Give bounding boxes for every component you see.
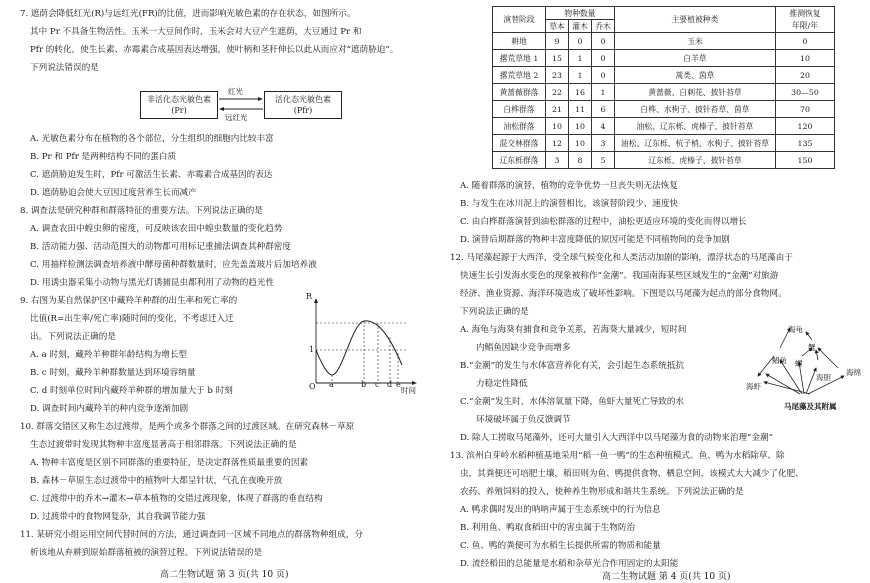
q10-option-d: D. 过渡带中的食物网复杂，其自我调节能力强 bbox=[30, 512, 206, 522]
q9-option-c: C. d 时刻单位时间内藏羚羊种群的增加量大于 b 时刻 bbox=[30, 386, 233, 396]
q7-option-d: D. 遮荫胁迫会使大豆因过度营养生长而减产 bbox=[30, 188, 197, 198]
cell-stage: 白桦群落 bbox=[493, 101, 546, 118]
cell-tree: 0 bbox=[592, 33, 615, 50]
web-snail: 螺 bbox=[795, 359, 803, 368]
q13-line-3: 农药、养殖饲料的投入，使种养生物形成和谐共生系统。下列说法正确的是 bbox=[460, 487, 744, 497]
q12-line-1: 12. 马尾藻起源于大西洋，受全球气候变化和人类活动加剧的影响，漂浮状态的马尾藻由于 bbox=[450, 253, 793, 263]
cell-year: 20 bbox=[776, 67, 835, 84]
header-stage: 演替阶段 bbox=[493, 7, 546, 33]
header-shrub: 灌木 bbox=[569, 20, 592, 33]
q12-option-c-cont: 环境破坏属于负反馈调节 bbox=[476, 415, 571, 425]
cell-year: 120 bbox=[776, 118, 835, 135]
cell-herb: 10 bbox=[546, 118, 569, 135]
q12-option-a: A. 海龟与海葵有捕食和竞争关系，若海葵大量减少，短时间 bbox=[460, 325, 687, 335]
q13-line-2: 虫，其粪便还可培肥土壤，稻田则为鱼、鸭提供食物、栖息空间，该模式大大减少了化肥、 bbox=[460, 469, 804, 479]
ratio-graph bbox=[302, 293, 422, 393]
cell-shrub: 8 bbox=[569, 152, 592, 169]
cell-herb: 22 bbox=[546, 84, 569, 101]
graph-tick-d: d bbox=[387, 380, 393, 389]
q13-line-1: 13. 滨州白芽岭水稻种植基地采用“稻一鱼一鸭”的生态种植模式。鱼、鸭为水稻除草、除 bbox=[450, 451, 785, 461]
q11-line-2: 析该地从弃耕到原始群落植被的演替过程。下列说法错误的是 bbox=[30, 548, 263, 558]
cell-stage: 混交林群落 bbox=[493, 135, 546, 152]
cell-main: 白羊草 bbox=[615, 50, 776, 67]
right-page bbox=[452, 0, 870, 583]
graph-one-label: 1 bbox=[309, 345, 315, 354]
graph-tick-a: a bbox=[329, 380, 334, 389]
web-shrimp: 海虾 bbox=[746, 382, 761, 391]
inactive-sub: (Pr) bbox=[171, 106, 187, 115]
active-sub: (Pfr) bbox=[293, 106, 313, 115]
cell-shrub: 1 bbox=[569, 50, 592, 67]
table-row bbox=[493, 67, 835, 84]
cell-main: 油松、辽东栎、虎榛子、披针苔草 bbox=[615, 118, 776, 135]
web-urchin: 海胆 bbox=[816, 373, 831, 382]
q13-option-b: B. 利用鱼、鸭取食稻田中的害虫属于生物防治 bbox=[460, 523, 636, 533]
q8-stem: 8. 调查法是研究种群和群落特征的重要方法。下列说法正确的是 bbox=[20, 206, 263, 216]
cell-year: 70 bbox=[776, 101, 835, 118]
header-year bbox=[776, 7, 835, 33]
web-turtle: 海龟 bbox=[788, 325, 803, 334]
q11-option-b: B. 与发生在冰川泥上的演替相比，该演替阶段少、速度快 bbox=[460, 199, 679, 209]
table-row bbox=[493, 118, 835, 135]
right-footer: 高二生物试题 第 4 页(共 10 页) bbox=[602, 572, 731, 582]
q9-option-d: D. 调查时间内藏羚羊的种内竞争逐渐加剧 bbox=[30, 404, 189, 414]
cell-year: 10 bbox=[776, 50, 835, 67]
q7-option-a: A. 光敏色素分布在植物的各个部位，分生组织的细胞内比较丰富 bbox=[30, 134, 274, 144]
cell-stage: 撂荒草地 2 bbox=[493, 67, 546, 84]
cell-tree: 6 bbox=[592, 101, 615, 118]
table-body bbox=[493, 33, 835, 169]
q9-line-2: 比值(R=出生率/死亡率)随时间的变化，不考虑迁入迁 bbox=[30, 314, 234, 324]
q7-option-b: B. Pr 和 Pfr 是两种结构不同的蛋白质 bbox=[30, 152, 177, 162]
q12-option-b: B.“金潮”的发生与水体富营养化有关，会引起生态系统抵抗 bbox=[460, 361, 685, 371]
q12-option-a-cont: 内鲳鱼因缺少竞争而增多 bbox=[476, 343, 571, 353]
q12-line-3: 经济、渔业资源、海洋环境造成了破坏性影响。下图是以马尾藻为起点的部分食物网。 bbox=[460, 289, 787, 299]
header-count: 物种数量 bbox=[546, 7, 615, 20]
q8-option-b: B. 活动能力强、活动范围大的动物都可用标记重捕法调查其种群密度 bbox=[30, 242, 291, 252]
cell-tree: 1 bbox=[592, 84, 615, 101]
web-sponge-eater: 蟹 bbox=[808, 343, 816, 352]
graph-x-label: 时间 bbox=[401, 386, 416, 395]
q7-line-4: 下列说法错误的是 bbox=[30, 63, 99, 73]
q8-option-d: D. 用诱虫器采集小动物与黑光灯诱捕昆虫都利用了动物的趋光性 bbox=[30, 278, 275, 288]
q11-option-a: A. 随着群落的演替，植物的竞争优势一旦丧失则无法恢复 bbox=[460, 181, 678, 191]
table-row bbox=[493, 33, 835, 50]
q7-line-3: Pfr 的转化，使生长素、赤霉素合成基因表达增强，使叶柄和茎秆伸长以此从而应对“遮荫胁迫”。 bbox=[30, 45, 399, 55]
table-row bbox=[493, 84, 835, 101]
cell-main: 油松、辽东栎、杭子梢、水枸子、披针苔草 bbox=[615, 135, 776, 152]
cell-herb: 3 bbox=[546, 152, 569, 169]
cell-tree: 3 bbox=[592, 135, 615, 152]
cell-stage: 撂荒草地 1 bbox=[493, 50, 546, 67]
q11-option-d: D. 演替后期群落的物种丰富度降低的原因可能是不同植物间的竞争加剧 bbox=[460, 235, 730, 245]
cell-shrub: 10 bbox=[569, 135, 592, 152]
header-herb: 草本 bbox=[546, 20, 569, 33]
q9-option-b: B. c 时刻，藏羚羊种群数量达到环境容纳量 bbox=[30, 368, 196, 378]
inactive-label: 非活化态光敏色素 bbox=[147, 95, 211, 104]
header-year-line2: 年限/年 bbox=[791, 20, 819, 30]
q9-line-1: 9. 右图为某自然保护区中藏羚羊种群的出生率和死亡率的 bbox=[20, 296, 238, 306]
q10-option-b: B. 森林－草原生态过渡带中的植物叶大都呈针状，气孔在夜晚开放 bbox=[30, 476, 283, 486]
graph-tick-b: b bbox=[361, 380, 367, 389]
cell-main: 辽东栎、虎榛子、披针苔草 bbox=[615, 152, 776, 169]
red-light-label: 红光 bbox=[228, 87, 243, 96]
q7-line-2: 其中 Pr 不具备生物活性。玉米一大豆间作时，玉米会对大豆产生遮荫，大豆通过 Pr 和 bbox=[30, 27, 362, 37]
cell-herb: 23 bbox=[546, 67, 569, 84]
graph-origin-label: O bbox=[309, 382, 316, 391]
cell-shrub: 16 bbox=[569, 84, 592, 101]
q11-line-1: 11. 某研究小组运用空间代替时间的方法，通过调查同一区域不同地点的群落物种组成，分 bbox=[20, 530, 363, 540]
header-main: 主要植被种类 bbox=[615, 7, 776, 33]
q7-option-c: C. 遮荫胁迫发生时，Pfr 可激活生长素、赤霉素合成基因的表达 bbox=[30, 170, 273, 180]
table-row bbox=[493, 50, 835, 67]
cell-year: 135 bbox=[776, 135, 835, 152]
active-phytochrome-box bbox=[264, 91, 342, 119]
web-sponge: 海绵 bbox=[846, 368, 861, 377]
cell-main: 黄蔷薇、白刺花、披针苔草 bbox=[615, 84, 776, 101]
table-row bbox=[493, 101, 835, 118]
cell-herb: 15 bbox=[546, 50, 569, 67]
q10-option-c: C. 过渡带中的乔木→灌木→草本植物的交错过渡现象，体现了群落的垂直结构 bbox=[30, 494, 323, 504]
cell-shrub: 1 bbox=[569, 67, 592, 84]
cell-year: 30—50 bbox=[776, 84, 835, 101]
cell-stage: 耕地 bbox=[493, 33, 546, 50]
web-algae: 马尾藻及其附属 bbox=[784, 402, 837, 411]
succession-table bbox=[492, 6, 835, 169]
cell-stage: 辽东栎群落 bbox=[493, 152, 546, 169]
q8-option-c: C. 用抽样检测法调查培养液中酵母菌种群数量时，应先盖盖玻片后加培养液 bbox=[30, 260, 317, 270]
cell-shrub: 10 bbox=[569, 118, 592, 135]
cell-year: 150 bbox=[776, 152, 835, 169]
inactive-phytochrome-box bbox=[140, 91, 218, 119]
cell-stage: 黄蔷薇群落 bbox=[493, 84, 546, 101]
cell-herb: 12 bbox=[546, 135, 569, 152]
cell-tree: 4 bbox=[592, 118, 615, 135]
q11-option-c: C. 由白桦群落演替到油松群落的过程中，油松更适应环境的变化而得以增长 bbox=[460, 217, 747, 227]
q12-option-d: D. 除人工捞取马尾藻外，还可大量引入大西洋中以马尾藻为食的动物来治理“金潮” bbox=[460, 433, 774, 443]
q13-option-a: A. 鸭求偶时发出的呐呐声属于生态系统中的行为信息 bbox=[460, 505, 661, 515]
cell-main: 白桦、水枸子、披针苔草、茵草 bbox=[615, 101, 776, 118]
graph-tick-c: c bbox=[375, 380, 380, 389]
q10-line-1: 10. 群落交错区又称生态过渡带，是两个或多个群落之间的过渡区域。在研究森林－草原 bbox=[20, 422, 355, 432]
q12-line-4: 下列说法正确的是 bbox=[460, 307, 529, 317]
left-footer: 高二生物试题 第 3 页(共 10 页) bbox=[160, 570, 289, 580]
graph-tick-e: e bbox=[396, 380, 401, 389]
q8-option-a: A. 调查农田中蝗虫卵的密度，可反映该农田中蝗虫数量的变化趋势 bbox=[30, 224, 283, 234]
q9-option-a: A. a 时刻，藏羚羊种群年龄结构为增长型 bbox=[30, 350, 188, 360]
q9-line-3: 出。下列说法正确的是 bbox=[30, 332, 116, 342]
web-fish: 鲳鱼 bbox=[772, 356, 787, 365]
cell-main: 玉米 bbox=[615, 33, 776, 50]
cell-tree: 0 bbox=[592, 50, 615, 67]
q10-option-a: A. 物种丰富度是区别不同群落的重要特征，是决定群落性质最重要的因素 bbox=[30, 458, 309, 468]
cell-tree: 0 bbox=[592, 67, 615, 84]
q13-option-d: D. 流经稻田的总能量是水稻和杂草光合作用固定的太阳能 bbox=[460, 559, 679, 569]
cell-shrub: 0 bbox=[569, 33, 592, 50]
cell-main: 蒿类、茵草 bbox=[615, 67, 776, 84]
q7-line-1: 7. 遮荫会降低红光(R)与远红光(FR)的比值，进而影响光敏色素的存在状态，如图所示。 bbox=[20, 9, 356, 19]
active-label: 活化态光敏色素 bbox=[275, 95, 331, 104]
cell-shrub: 11 bbox=[569, 101, 592, 118]
cell-herb: 21 bbox=[546, 101, 569, 118]
far-red-light-label: 远红光 bbox=[225, 113, 248, 122]
cell-year: 0 bbox=[776, 33, 835, 50]
cell-tree: 5 bbox=[592, 152, 615, 169]
graph-y-label: R bbox=[306, 292, 313, 301]
header-year-line1: 推测恢复 bbox=[789, 8, 821, 18]
q13-option-c: C. 鱼、鸭的粪便可为水稻生长提供所需的物质和能量 bbox=[460, 541, 661, 551]
q12-option-b-cont: 力稳定性降低 bbox=[476, 379, 528, 389]
table-row bbox=[493, 152, 835, 169]
header-tree: 乔木 bbox=[592, 20, 615, 33]
q10-line-2: 生态过渡带时发现其物种丰富度显著高于相邻群落。下列说法正确的是 bbox=[30, 440, 297, 450]
table-row bbox=[493, 135, 835, 152]
cell-stage: 油松群落 bbox=[493, 118, 546, 135]
cell-herb: 9 bbox=[546, 33, 569, 50]
q12-option-c: C.“金潮”发生时，水体溶氧量下降，鱼虾大量死亡导致的水 bbox=[460, 397, 685, 407]
q12-line-2: 快速生长引发海水变色的现象被称作“金潮”。我国南海某些区域发生的“金潮”对旅游 bbox=[460, 271, 779, 281]
conversion-arrows bbox=[218, 94, 264, 114]
